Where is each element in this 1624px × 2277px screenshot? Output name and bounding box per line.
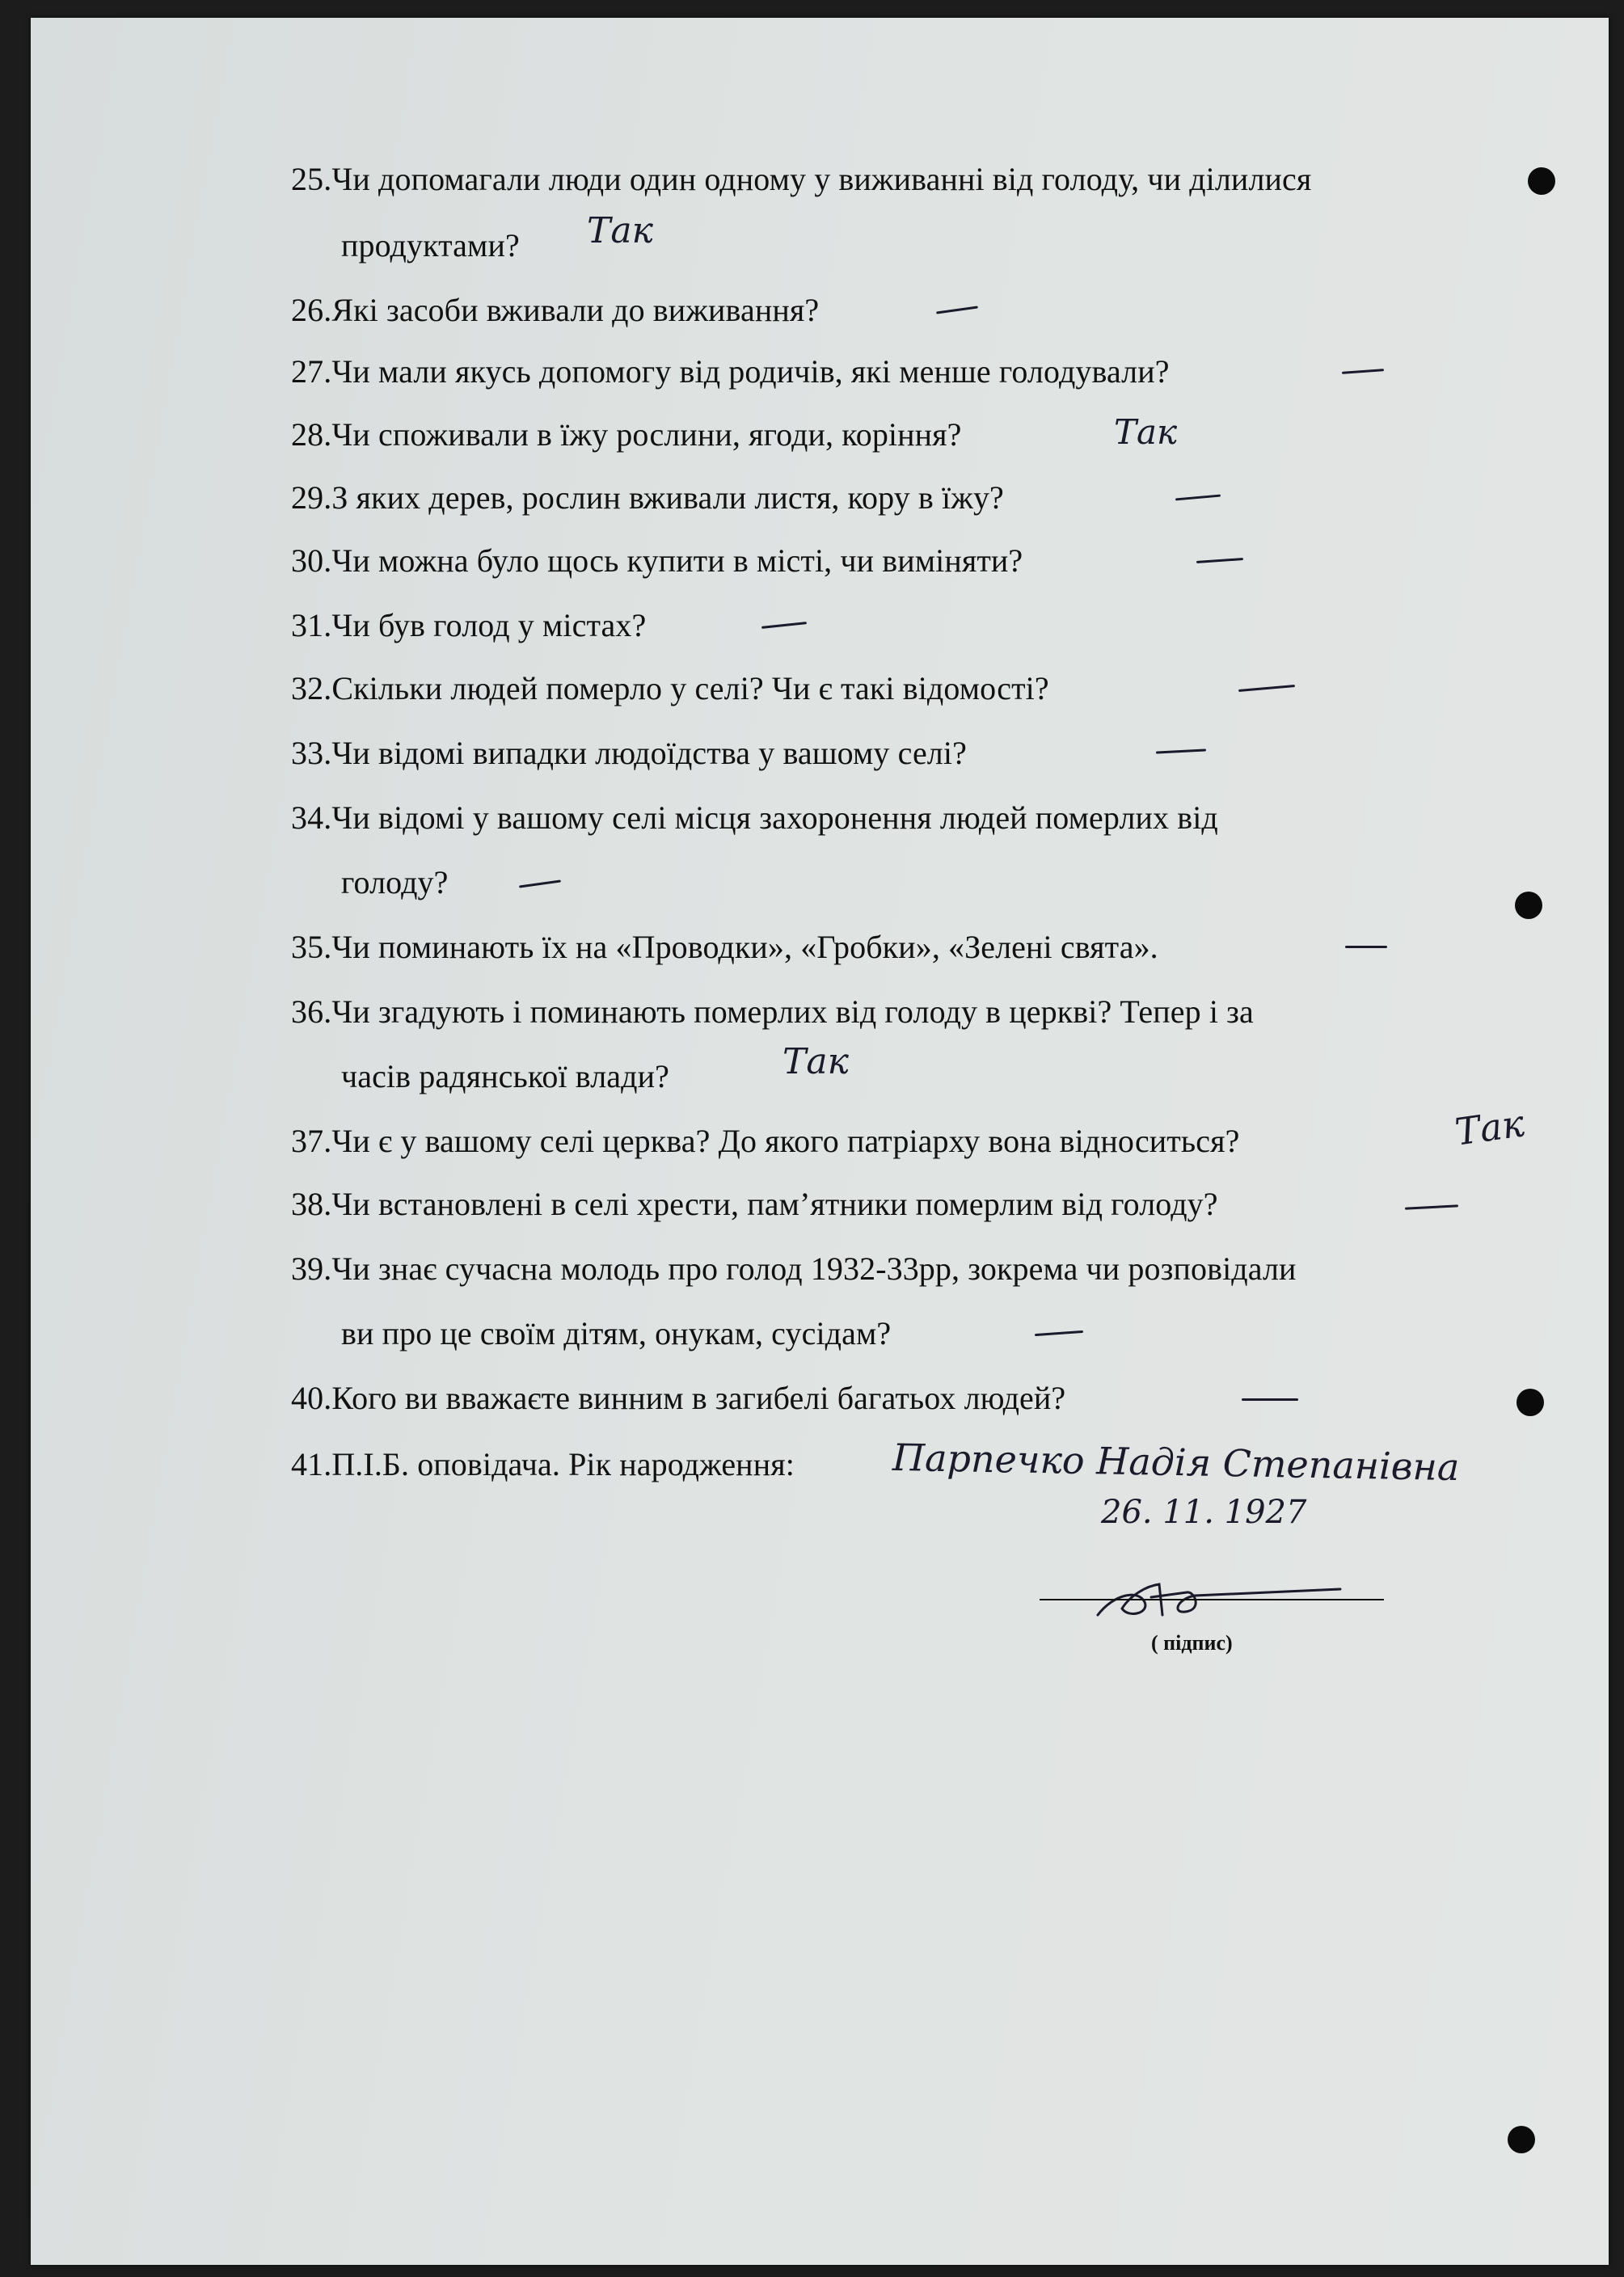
question-number: 39. — [291, 1250, 332, 1287]
question-number: 38. — [291, 1186, 332, 1222]
question-text: З яких дерев, рослин вживали листя, кору в їжу? — [331, 479, 1004, 516]
question-text: Чи відомі у вашому селі місця захоронення людей померлих від — [331, 799, 1218, 836]
answer-31-dash — [761, 622, 807, 629]
question-number: 31. — [291, 607, 332, 643]
question-text: Чи згадують і поминають померлих від голоду в церкві? Тепер і за — [331, 993, 1254, 1030]
question-text: Чи можна було щось купити в місті, чи виміняти? — [331, 542, 1023, 579]
punch-hole — [1516, 1389, 1544, 1416]
question-number: 25. — [291, 161, 332, 197]
signature-caption: ( підпис) — [1151, 1631, 1233, 1655]
answer-35-dash — [1345, 946, 1387, 948]
signature-line — [1040, 1599, 1384, 1600]
question-31 — [291, 606, 646, 644]
question-35 — [291, 928, 1158, 966]
question-text: Чи споживали в їжу рослини, ягоди, коріння? — [331, 416, 962, 453]
answer-25: Так — [587, 210, 653, 251]
question-number: 32. — [291, 670, 332, 706]
punch-hole — [1508, 2126, 1535, 2153]
question-39 — [291, 1250, 1297, 1288]
answer-41-birth-date: 26. 11. 1927 — [1101, 1494, 1307, 1531]
question-30 — [291, 542, 1023, 580]
question-25-cont: продуктами? — [341, 227, 520, 264]
question-number: 33. — [291, 735, 332, 771]
question-33 — [291, 734, 967, 772]
question-text: Чи встановлені в селі хрести, пам’ятники померлим від голоду? — [331, 1186, 1218, 1222]
question-text: Скільки людей померло у селі? Чи є такі відомості? — [331, 670, 1049, 706]
question-number: 30. — [291, 542, 332, 579]
answer-32-dash — [1238, 685, 1295, 692]
question-number: 27. — [291, 353, 332, 390]
question-40 — [291, 1379, 1065, 1417]
question-27 — [291, 352, 1170, 390]
question-number: 29. — [291, 479, 332, 516]
answer-36: Так — [782, 1041, 849, 1082]
signature-scribble — [1082, 1578, 1373, 1626]
answer-40-dash — [1242, 1398, 1298, 1401]
question-34 — [291, 799, 1218, 837]
answer-33-dash — [1156, 748, 1206, 753]
question-text: Чи мали якусь допомогу від родичів, які менше голодували? — [331, 353, 1170, 390]
answer-41-name: Парпечко Надія Степанівна — [892, 1435, 1460, 1490]
punch-hole — [1528, 167, 1555, 195]
answer-26-dash — [936, 306, 978, 314]
answer-28: Так — [1114, 412, 1178, 452]
question-25 — [291, 160, 1311, 198]
question-32 — [291, 669, 1049, 707]
answer-39-dash — [1035, 1330, 1083, 1336]
question-number: 35. — [291, 929, 332, 965]
question-text: Які засоби вживали до виживання? — [331, 292, 820, 328]
question-number: 36. — [291, 993, 332, 1030]
question-text: Кого ви вважаєте винним в загибелі багатьох людей? — [331, 1380, 1066, 1416]
question-text: П.І.Б. оповідача. Рік народження: — [331, 1446, 795, 1482]
question-number: 41. — [291, 1446, 332, 1482]
question-29 — [291, 479, 1004, 517]
question-number: 28. — [291, 416, 332, 453]
question-number: 40. — [291, 1380, 332, 1416]
question-28 — [291, 415, 962, 453]
question-text: Чи є у вашому селі церква? До якого патріарху вона відноситься? — [331, 1123, 1240, 1159]
question-number: 37. — [291, 1123, 332, 1159]
question-41 — [291, 1445, 795, 1483]
question-number: 26. — [291, 292, 332, 328]
question-text: Чи поминають їх на «Проводки», «Гробки», «Зелені свята». — [331, 929, 1158, 965]
answer-27-dash — [1342, 369, 1384, 374]
question-36 — [291, 993, 1254, 1031]
question-37 — [291, 1122, 1239, 1160]
question-26 — [291, 291, 819, 329]
punch-hole — [1515, 892, 1542, 919]
question-36-cont: часів радянської влади? — [341, 1058, 669, 1094]
question-text: Чи знає сучасна молодь про голод 1932-33рр, зокрема чи розповідали — [331, 1250, 1297, 1287]
question-34-cont: голоду? — [341, 864, 449, 900]
answer-37: Так — [1452, 1101, 1527, 1154]
answer-34-dash — [519, 879, 561, 888]
question-38 — [291, 1185, 1218, 1223]
question-text: Чи допомагали люди один одному у виживанні від голоду, чи ділилися — [331, 161, 1312, 197]
question-39-cont: ви про це своїм дітям, онукам, сусідам? — [341, 1315, 892, 1351]
answer-29-dash — [1175, 495, 1221, 501]
question-number: 34. — [291, 799, 332, 836]
answer-30-dash — [1196, 558, 1243, 563]
answer-38-dash — [1405, 1204, 1458, 1209]
document-page — [31, 18, 1609, 2265]
question-text: Чи відомі випадки людоїдства у вашому селі? — [331, 735, 967, 771]
question-text: Чи був голод у містах? — [331, 607, 647, 643]
